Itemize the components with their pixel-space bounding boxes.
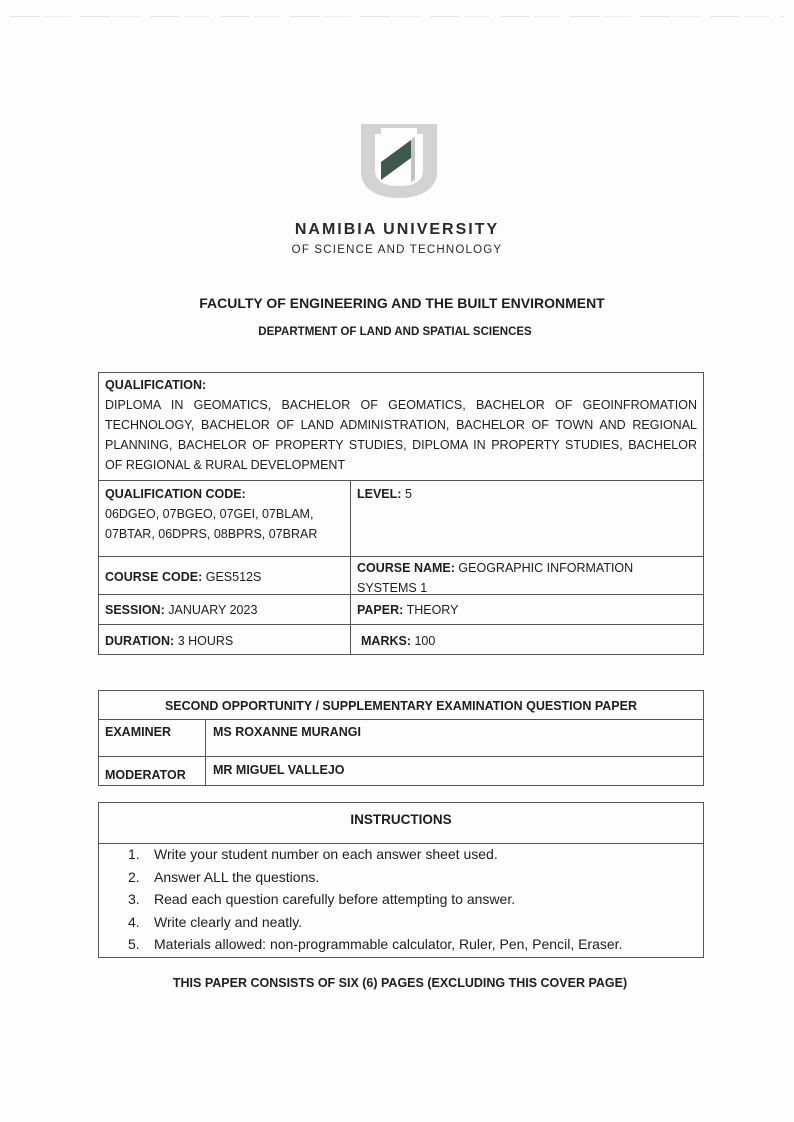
paper-cell	[351, 598, 703, 622]
instruction-number: 2.	[128, 868, 140, 885]
course-code-cell	[99, 565, 349, 589]
table-column-divider	[205, 719, 206, 786]
marks-value: 100	[414, 634, 436, 648]
nust-shield-logo-icon	[357, 120, 441, 200]
qualification-code-line-1: 06DGEO, 07BGEO, 07GEI, 07BLAM,	[105, 507, 314, 521]
instructions-list	[128, 843, 622, 956]
qualification-cell	[99, 373, 703, 477]
examiner-value: MS ROXANNE MURANGI	[213, 725, 361, 739]
university-subtitle: OF SCIENCE AND TECHNOLOGY	[291, 244, 503, 256]
instruction-item	[128, 866, 622, 889]
instruction-number: 1.	[128, 846, 140, 862]
instructions-title: INSTRUCTIONS	[350, 812, 452, 827]
examination-type-title: SECOND OPPORTUNITY / SUPPLEMENTARY EXAMINATION QUESTION PAPER	[164, 699, 638, 713]
session-cell	[99, 598, 349, 622]
duration-cell	[99, 629, 349, 653]
level-label: LEVEL:	[357, 487, 402, 501]
instruction-item	[128, 888, 622, 911]
instruction-text: Write clearly and neatly.	[154, 913, 303, 930]
level-cell	[351, 482, 703, 506]
paper-label: PAPER:	[357, 603, 404, 617]
table-divider	[98, 624, 704, 625]
faculty-heading: FACULTY OF ENGINEERING AND THE BUILT ENVIRONMENT	[199, 295, 605, 311]
qualification-code-line-2: 07BTAR, 06DPRS, 08BPRS, 07BRAR	[105, 527, 318, 541]
instruction-text: Read each question carefully before attempting to answer.	[154, 891, 516, 907]
duration-label: DURATION:	[105, 634, 175, 648]
duration-value: 3 HOURS	[177, 634, 234, 648]
course-name-label: COURSE NAME:	[357, 561, 455, 575]
qualification-label: QUALIFICATION:	[105, 378, 207, 392]
instruction-item	[128, 933, 622, 956]
qualification-value: DIPLOMA IN GEOMATICS, BACHELOR OF GEOMATICS, BACHELOR OF GEOINFROMATION TECHNOLOGY, BACHELOR OF LAND ADMINISTRATION, BACHELOR OF TOWN AND REGIONAL PLANNING, BACHELOR OF PROPERTY STUDIES, DIPLOMA IN PROPERTY STUDIES, BACHELOR OF REGIONAL & RURAL DEVELOPMENT	[105, 398, 697, 472]
paper-value: THEORY	[406, 603, 459, 617]
page-count-note: THIS PAPER CONSISTS OF SIX (6) PAGES (EXCLUDING THIS COVER PAGE)	[172, 976, 628, 990]
instruction-text: Answer ALL the questions.	[154, 868, 320, 885]
course-code-label: COURSE CODE:	[105, 570, 203, 584]
examiner-label: EXAMINER	[105, 725, 171, 739]
instruction-number: 3.	[128, 891, 140, 907]
marks-cell	[355, 629, 703, 653]
session-label: SESSION:	[105, 603, 165, 617]
level-value: 5	[404, 487, 412, 501]
table-divider	[98, 756, 704, 757]
scan-artifact-line	[10, 16, 784, 17]
moderator-label: MODERATOR	[105, 768, 186, 782]
instruction-number: 4.	[128, 913, 140, 930]
instruction-item	[128, 911, 622, 934]
moderator-value: MR MIGUEL VALLEJO	[213, 763, 345, 777]
instruction-text: Write your student number on each answer sheet used.	[154, 846, 498, 862]
session-value: JANUARY 2023	[168, 603, 258, 617]
instruction-text: Materials allowed: non-programmable calculator, Ruler, Pen, Pencil, Eraser.	[154, 936, 623, 952]
table-divider	[98, 480, 704, 481]
marks-label: MARKS:	[361, 634, 411, 648]
course-code-value: GES512S	[205, 570, 262, 584]
course-name-cell	[351, 556, 651, 600]
course-name-value: GEOGRAPHIC INFORMATION SYSTEMS 1	[357, 561, 634, 595]
instruction-item	[128, 843, 622, 866]
qualification-code-cell	[99, 482, 349, 546]
university-name: NAMIBIA UNIVERSITY	[294, 221, 500, 238]
department-heading: DEPARTMENT OF LAND AND SPATIAL SCIENCES	[258, 326, 532, 338]
qualification-code-label: QUALIFICATION CODE:	[105, 487, 246, 501]
instruction-number: 5.	[128, 936, 140, 952]
